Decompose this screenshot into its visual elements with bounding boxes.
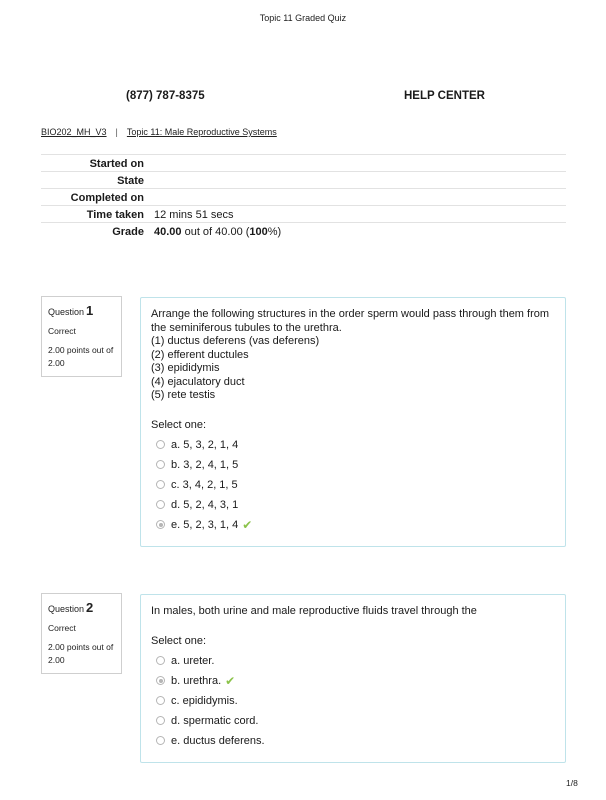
question-text: [151, 605, 555, 619]
answer-option-b[interactable]: [151, 455, 555, 475]
grade-close: %): [267, 225, 282, 238]
radio-button[interactable]: [156, 460, 165, 469]
correct-check-icon: ✔: [242, 517, 253, 532]
answer-label: e. 5, 2, 3, 1, 4: [171, 518, 239, 531]
grade-percent: 100: [249, 225, 268, 238]
grade-score: 40.00: [154, 225, 182, 238]
answer-label: a. ureter.: [171, 654, 215, 667]
radio-button[interactable]: [156, 716, 165, 725]
correct-check-icon: ✔: [225, 673, 236, 688]
answer-label: c. 3, 4, 2, 1, 5: [171, 478, 238, 491]
question-text-line: (5) rete testis: [151, 389, 216, 401]
contact-row: [0, 90, 606, 104]
question-state: Correct: [48, 326, 76, 336]
question-text-line: (4) ejaculatory duct: [151, 375, 245, 388]
question-number: 2: [86, 600, 94, 615]
grade-value: [154, 223, 566, 240]
answer-option-d[interactable]: [151, 495, 555, 515]
select-one-prompt: Select one:: [151, 418, 207, 431]
summary-label: State: [117, 174, 144, 187]
summary-row-state: [41, 172, 566, 189]
summary-label: Grade: [112, 225, 144, 238]
summary-label: Started on: [89, 157, 144, 170]
question-label: Question: [48, 604, 85, 614]
summary-label: Time taken: [86, 208, 144, 221]
radio-button[interactable]: [156, 736, 165, 745]
breadcrumb-separator: |: [115, 127, 118, 137]
question-1-content: [140, 297, 566, 547]
quiz-summary-table: [41, 154, 566, 240]
summary-value: [154, 155, 566, 172]
answer-list: [151, 435, 555, 535]
summary-value: 12 mins 51 secs: [154, 208, 234, 221]
answer-label: c. epididymis.: [171, 694, 238, 707]
answer-label: a. 5, 3, 2, 1, 4: [171, 438, 239, 451]
question-text-line: (3) epididymis: [151, 362, 220, 374]
summary-value: [154, 172, 566, 189]
question-grade: 2.00 points out of 2.00: [48, 642, 114, 665]
question-1-info: [41, 296, 122, 377]
radio-button-selected[interactable]: [156, 520, 165, 529]
answer-option-e[interactable]: [151, 731, 555, 751]
answer-option-d[interactable]: [151, 711, 555, 731]
summary-row-started: [41, 155, 566, 172]
answer-label: d. 5, 2, 4, 3, 1: [171, 498, 239, 511]
page-number: 1/8: [566, 778, 578, 788]
answer-label: b. urethra.: [171, 674, 222, 687]
question-text-line: (2) efferent ductules: [151, 348, 249, 361]
question-text: [151, 308, 555, 403]
question-2-content: [140, 594, 566, 763]
question-2-info: [41, 593, 122, 674]
question-label: Question: [48, 307, 85, 317]
answer-option-a[interactable]: [151, 435, 555, 455]
answer-option-b[interactable]: [151, 671, 555, 691]
phone-number[interactable]: (877) 787-8375: [126, 90, 205, 102]
question-text-line: (1) ductus deferens (vas deferens): [151, 335, 320, 347]
summary-row-grade: [41, 223, 566, 240]
breadcrumb-topic-link[interactable]: Topic 11: Male Reproductive Systems: [126, 127, 277, 137]
select-one-prompt: Select one:: [151, 634, 207, 647]
page-header-title: Topic 11 Graded Quiz: [259, 13, 347, 23]
answer-label: e. ductus deferens.: [171, 734, 265, 747]
question-text-line: Arrange the following structures in the order sperm would pass through them from the seminiferous tubules to the urethra.: [151, 308, 550, 334]
grade-out-of: out of 40.00 (: [181, 225, 250, 238]
answer-option-e[interactable]: [151, 515, 555, 535]
answer-option-a[interactable]: [151, 651, 555, 671]
answer-label: b. 3, 2, 4, 1, 5: [171, 458, 239, 471]
answer-option-c[interactable]: [151, 475, 555, 495]
question-state: Correct: [48, 623, 76, 633]
question-grade: 2.00 points out of 2.00: [48, 345, 114, 368]
summary-row-time-taken: [41, 206, 566, 223]
help-center-link[interactable]: HELP CENTER: [404, 90, 485, 102]
answer-label: d. spermatic cord.: [171, 714, 259, 727]
summary-label: Completed on: [70, 191, 144, 204]
answer-option-c[interactable]: [151, 691, 555, 711]
question-text-line: In males, both urine and male reproductive fluids travel through the: [151, 605, 477, 617]
radio-button[interactable]: [156, 500, 165, 509]
radio-button[interactable]: [156, 440, 165, 449]
answer-list: [151, 651, 555, 751]
radio-button[interactable]: [156, 696, 165, 705]
radio-button-selected[interactable]: [156, 676, 165, 685]
radio-button[interactable]: [156, 480, 165, 489]
radio-button[interactable]: [156, 656, 165, 665]
summary-value: [154, 189, 566, 206]
breadcrumb: [41, 127, 277, 137]
question-number: 1: [86, 303, 94, 318]
breadcrumb-course-link[interactable]: BIO202_MH_V3: [41, 127, 107, 137]
summary-row-completed: [41, 189, 566, 206]
